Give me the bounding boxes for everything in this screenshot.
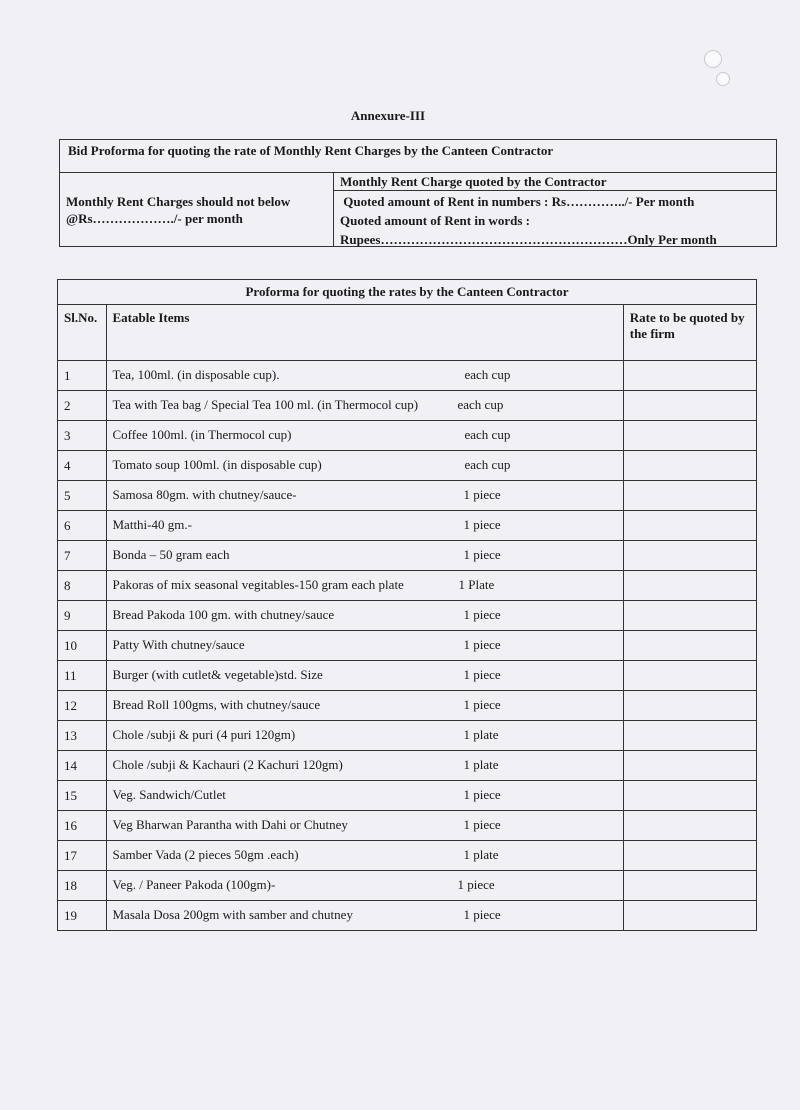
item-unit: each cup: [464, 367, 511, 382]
rates-table-caption: Proforma for quoting the rates by the Canteen Contractor: [58, 280, 757, 305]
table-row: [58, 451, 757, 481]
item-name: Pakoras of mix seasonal vegitables-150 gram each plate: [112, 577, 404, 592]
item-unit: 1 piece: [463, 547, 501, 562]
item-unit: 1 piece: [463, 787, 501, 802]
table-row: [58, 841, 757, 871]
item-cell: [106, 361, 623, 391]
bid-proforma-heading: Bid Proforma for quoting the rate of Monthly Rent Charges by the Canteen Contractor: [60, 140, 776, 173]
item-unit: 1 piece: [463, 907, 501, 922]
sl-no-cell: 5: [58, 481, 107, 511]
table-row: [58, 421, 757, 451]
rate-input-cell[interactable]: [623, 511, 756, 541]
item-cell: [106, 511, 623, 541]
item-name: Matthi-40 gm.-: [112, 517, 192, 532]
rate-input-cell[interactable]: [623, 721, 756, 751]
item-unit: 1 plate: [463, 757, 499, 772]
item-name: Veg. / Paneer Pakoda (100gm)-: [112, 877, 276, 892]
item-name: Patty With chutney/sauce: [112, 637, 245, 652]
item-cell: [106, 571, 623, 601]
item-unit: 1 plate: [463, 727, 499, 742]
sl-no-cell: 10: [58, 631, 107, 661]
item-name: Veg Bharwan Parantha with Dahi or Chutney: [112, 817, 348, 832]
rate-input-cell[interactable]: [623, 481, 756, 511]
quoted-rent-words-line: Rupees…………………………………………………Only Per month: [340, 232, 717, 247]
item-name: Masala Dosa 200gm with samber and chutney: [112, 907, 353, 922]
table-row: [58, 721, 757, 751]
item-cell: [106, 841, 623, 871]
item-name: Tea with Tea bag / Special Tea 100 ml. (in Thermocol cup): [112, 397, 419, 412]
item-unit: 1 piece: [463, 667, 501, 682]
sl-no-cell: 1: [58, 361, 107, 391]
quoted-rent-words-label: Quoted amount of Rent in words :: [340, 213, 530, 228]
table-row: [58, 871, 757, 901]
quoted-rent-numbers: Quoted amount of Rent in numbers : Rs…………../- Per month: [340, 194, 695, 209]
table-row: [58, 541, 757, 571]
item-cell: [106, 391, 623, 421]
item-name: Tea, 100ml. (in disposable cup).: [112, 367, 280, 382]
rate-input-cell[interactable]: [623, 751, 756, 781]
item-unit: 1 piece: [463, 817, 501, 832]
punch-hole: [704, 50, 722, 68]
item-cell: [106, 481, 623, 511]
item-unit: 1 piece: [463, 697, 501, 712]
quoted-rent-text: [340, 192, 772, 249]
table-row: [58, 391, 757, 421]
item-name: Bread Pakoda 100 gm. with chutney/sauce: [112, 607, 335, 622]
table-row: [58, 481, 757, 511]
item-unit: 1 piece: [463, 637, 501, 652]
sl-no-cell: 13: [58, 721, 107, 751]
rate-input-cell[interactable]: [623, 421, 756, 451]
item-name: Samber Vada (2 pieces 50gm .each): [112, 847, 299, 862]
rate-input-cell[interactable]: [623, 841, 756, 871]
rate-input-cell[interactable]: [623, 901, 756, 931]
table-row: [58, 511, 757, 541]
sl-no-cell: 16: [58, 811, 107, 841]
sl-no-cell: 14: [58, 751, 107, 781]
sl-no-cell: 18: [58, 871, 107, 901]
minimum-rent-line: Monthly Rent Charges should not below: [66, 194, 291, 209]
table-row: [58, 361, 757, 391]
sl-no-cell: 17: [58, 841, 107, 871]
table-row: [58, 691, 757, 721]
rates-table: [57, 279, 757, 931]
item-name: Veg. Sandwich/Cutlet: [112, 787, 226, 802]
rate-input-cell[interactable]: [623, 631, 756, 661]
item-cell: [106, 541, 623, 571]
rate-input-cell[interactable]: [623, 781, 756, 811]
minimum-rent-text: [66, 193, 328, 227]
item-name: Chole /subji & puri (4 puri 120gm): [112, 727, 296, 742]
item-unit: 1 piece: [463, 517, 501, 532]
table-row: [58, 751, 757, 781]
table-row: [58, 571, 757, 601]
sl-no-cell: 11: [58, 661, 107, 691]
sl-no-cell: 4: [58, 451, 107, 481]
page-title: Annexure-III: [350, 108, 426, 123]
item-cell: [106, 751, 623, 781]
item-name: Chole /subji & Kachauri (2 Kachuri 120gm): [112, 757, 343, 772]
rate-input-cell[interactable]: [623, 571, 756, 601]
item-unit: each cup: [464, 457, 511, 472]
table-row: [58, 661, 757, 691]
item-cell: [106, 601, 623, 631]
rate-input-cell[interactable]: [623, 871, 756, 901]
item-cell: [106, 421, 623, 451]
rate-input-cell[interactable]: [623, 541, 756, 571]
item-cell: [106, 781, 623, 811]
item-name: Coffee 100ml. (in Thermocol cup): [112, 427, 292, 442]
sl-no-cell: 9: [58, 601, 107, 631]
bid-proforma-right-heading: Monthly Rent Charge quoted by the Contractor: [333, 173, 776, 191]
divider: [333, 191, 334, 246]
punch-hole: [716, 72, 730, 86]
header-rate: Rate to be quoted by the firm: [623, 305, 756, 361]
sl-no-cell: 7: [58, 541, 107, 571]
item-cell: [106, 451, 623, 481]
item-unit: 1 piece: [463, 607, 501, 622]
sl-no-cell: 2: [58, 391, 107, 421]
sl-no-cell: 15: [58, 781, 107, 811]
table-row: [58, 811, 757, 841]
header-eatable-items: Eatable Items: [106, 305, 623, 361]
rate-input-cell[interactable]: [623, 661, 756, 691]
sl-no-cell: 19: [58, 901, 107, 931]
rate-input-cell[interactable]: [623, 451, 756, 481]
table-row: [58, 601, 757, 631]
item-cell: [106, 871, 623, 901]
item-unit: 1 plate: [463, 847, 499, 862]
table-row: [58, 901, 757, 931]
item-cell: [106, 631, 623, 661]
minimum-rent-line: @Rs………………./- per month: [66, 211, 243, 226]
item-name: Tomato soup 100ml. (in disposable cup): [112, 457, 322, 472]
rate-input-cell[interactable]: [623, 391, 756, 421]
rate-input-cell[interactable]: [623, 691, 756, 721]
item-cell: [106, 721, 623, 751]
table-row: [58, 781, 757, 811]
item-cell: [106, 691, 623, 721]
table-row: [58, 631, 757, 661]
item-name: Bonda – 50 gram each: [112, 547, 230, 562]
bid-proforma-box: [59, 139, 777, 247]
item-unit: each cup: [464, 427, 511, 442]
item-name: Bread Roll 100gms, with chutney/sauce: [112, 697, 321, 712]
item-name: Samosa 80gm. with chutney/sauce-: [112, 487, 297, 502]
header-sl-no: Sl.No.: [58, 305, 107, 361]
item-cell: [106, 661, 623, 691]
sl-no-cell: 12: [58, 691, 107, 721]
item-unit: 1 piece: [463, 487, 501, 502]
item-name: Burger (with cutlet& vegetable)std. Size: [112, 667, 323, 682]
rate-input-cell[interactable]: [623, 811, 756, 841]
item-unit: 1 Plate: [458, 577, 495, 592]
sl-no-cell: 6: [58, 511, 107, 541]
rate-input-cell[interactable]: [623, 601, 756, 631]
item-cell: [106, 901, 623, 931]
item-unit: 1 piece: [457, 877, 495, 892]
sl-no-cell: 3: [58, 421, 107, 451]
rate-input-cell[interactable]: [623, 361, 756, 391]
sl-no-cell: 8: [58, 571, 107, 601]
item-unit: each cup: [457, 397, 504, 412]
item-cell: [106, 811, 623, 841]
